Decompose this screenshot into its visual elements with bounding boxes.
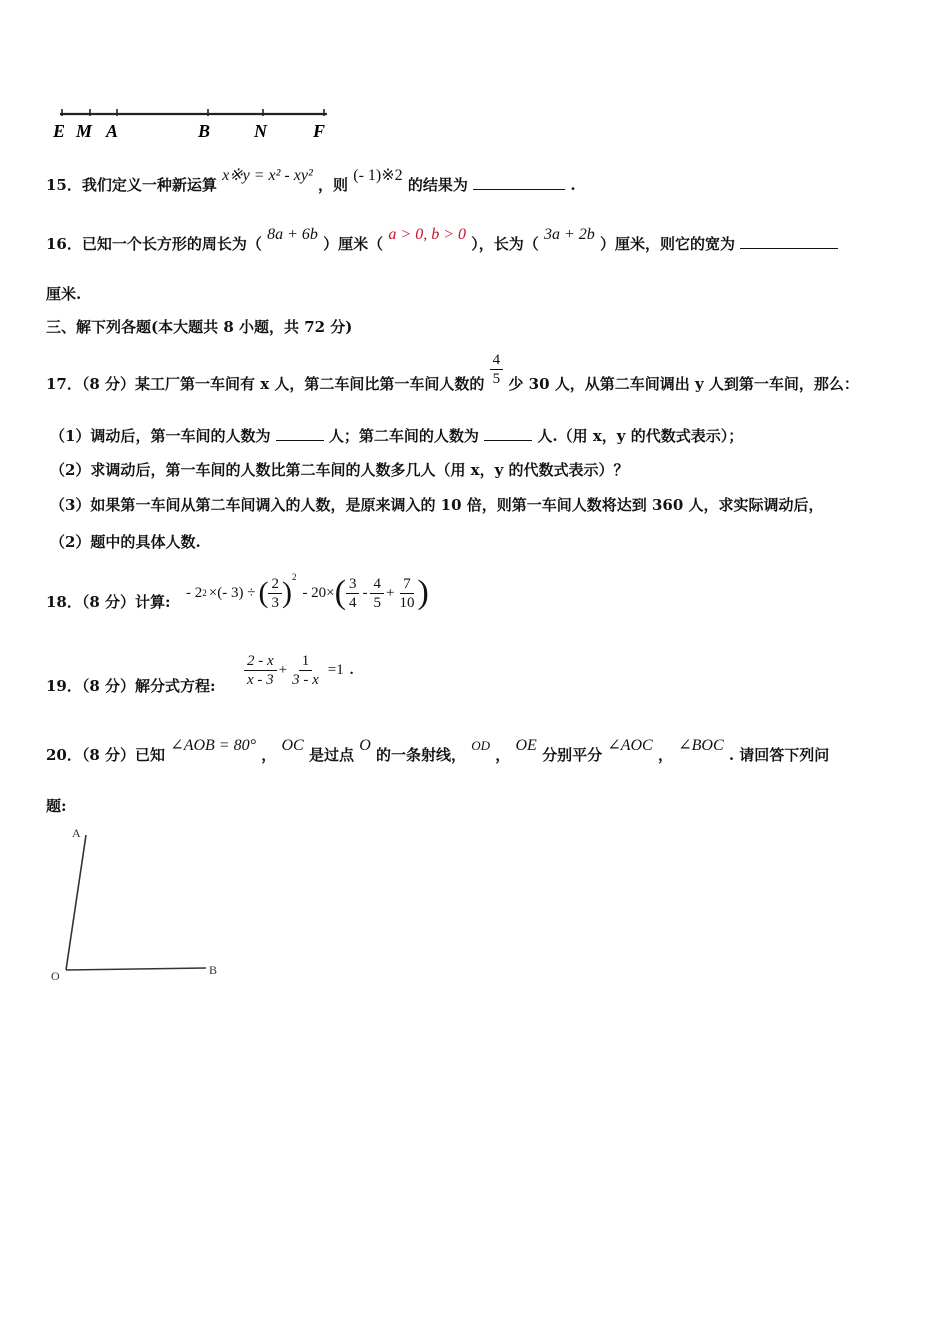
q17-part-1 [50,425,743,446]
q15-expression: (- 1)※2 [353,167,403,184]
q16-text-b: ）厘米（ [323,235,384,253]
fraction-numerator: 2 [268,575,282,594]
point-label-n: N [254,121,267,141]
right-paren: ) [281,576,292,609]
fraction-numerator: 4 [370,575,384,594]
q16-length: 3a + 2b [543,226,595,243]
q18-frac-1 [268,575,282,612]
q19-op-plus: + [278,661,288,678]
q17-p1-c: 人.（用 x，y 的代数式表示）； [537,427,744,445]
q20-boc: ∠BOC [678,737,724,754]
answer-blank[interactable] [740,234,838,249]
q17-part-3 [50,494,824,515]
fraction-denominator: 3 - x [292,671,319,688]
q18-exp-2: 2 [291,572,297,582]
q19-equation [244,648,354,692]
q15-text-c: 的结果为 [407,176,468,194]
q18-label: 18．（8 分）计算: [46,593,171,611]
q19-rhs: =1 [327,661,344,678]
q18-minus: - 20× [302,584,335,601]
left-paren: ( [258,576,269,609]
q20-sep-2: ， [495,746,511,764]
fraction-numerator: 7 [400,575,414,594]
answer-blank[interactable] [276,426,324,441]
right-paren: ) [417,574,429,611]
question-16-cont [46,283,81,304]
left-paren: ( [334,574,346,611]
q18-frac-4 [396,575,417,612]
q15-formula: x※y = x² - xy² [222,167,313,184]
ray-oa [66,835,86,970]
fraction-denominator: 4 [348,594,357,611]
q17-part-2 [50,459,629,480]
q15-text-d: . [570,176,576,194]
question-20 [46,737,830,765]
point-label-a: A [106,121,119,141]
fraction-numerator: 4 [490,351,504,370]
ray-ob [66,968,206,970]
q18-mul: ×(- 3) ÷ [208,584,256,601]
q18-op-minus: - [362,584,368,601]
fraction-denominator: 5 [492,371,501,387]
q18-expression [186,570,429,616]
q20-text-d: 分别平分 [542,746,603,764]
answer-blank[interactable] [484,426,532,441]
q19-end: . [349,661,354,678]
q17-p4: （2）题中的具体人数. [50,533,201,551]
q20-text-f: 题: [46,797,67,815]
q17-fraction [490,351,504,388]
q16-text-d: ）厘米，则它的宽为 [600,235,736,253]
fraction-denominator: x - 3 [247,671,274,688]
q20-angle: ∠AOB = 80° [170,737,256,754]
q20-text-a: 20．（8 分）已知 [46,746,166,764]
answer-blank[interactable] [473,175,565,190]
fraction-denominator: 3 [271,594,279,611]
fraction-denominator: 10 [399,594,415,611]
section-3-title: 三、解下列各题(本大题共 8 小题，共 72 分) [46,318,353,336]
q20-oe: OE [515,737,537,754]
question-18 [46,591,171,612]
label-b: B [209,963,218,977]
q19-label: 19．（8 分）解分式方程: [46,677,216,695]
q16-text-c: ），长为（ [471,235,539,253]
q18-frac-2 [346,575,360,612]
q17-p3: （3）如果第一车间从第二车间调入的人数，是原来调入的 10 倍，则第一车间人数将达到 360 人，求实际调动后， [50,496,824,514]
q18-op-plus: + [385,584,395,601]
label-o: O [51,969,60,983]
q20-aoc: ∠AOC [607,737,653,754]
q19-frac-2 [289,652,322,689]
point-label-e: E [53,121,66,141]
q16-text-e: 厘米. [46,285,82,303]
q17-text-a: 17．（8 分）某工厂第一车间有 x 人，第二车间比第一车间人数的 [46,374,485,393]
point-label-f: F [313,121,326,141]
number-line-figure [50,105,340,145]
point-label-m: M [76,121,93,141]
q17-p2: （2）求调动后，第一车间的人数比第二车间的人数多几人（用 x，y 的代数式表示）？ [50,461,629,479]
fraction-numerator: 3 [346,575,360,594]
q15-text-b: ，则 [318,176,349,194]
angle-figure [48,825,228,985]
q20-sep-1: ， [261,746,277,764]
q20-o: O [359,737,371,754]
question-16 [46,226,838,254]
q20-text-c: 的一条射线， [375,746,466,764]
section-title [46,316,352,337]
question-17 [46,345,859,393]
q16-condition: a > 0, b > 0 [388,226,466,243]
q20-text-b: 是过点 [308,746,354,764]
q20-text-e: . 请回答下列问 [728,746,830,764]
point-label-b: B [198,121,211,141]
question-15 [46,167,576,195]
label-a: A [72,826,81,840]
q18-exp: 2 [202,588,207,598]
fraction-numerator: 2 - x [244,652,277,671]
q15-text-a: 15．我们定义一种新运算 [46,176,217,194]
q20-oc: OC [281,737,304,754]
q18-lead: - 2 [186,584,203,601]
q18-frac-3 [370,575,384,612]
q20-sep-3: ， [657,746,673,764]
q17-text-b: 少 30 人，从第二车间调出 y 人到第一车间，那么： [508,374,859,393]
q17-p1-a: （1）调动后，第一车间的人数为 [50,427,271,445]
fraction-denominator: 5 [373,594,381,611]
q20-od: OD [471,738,491,753]
q17-p1-b: 人；第二车间的人数为 [328,427,479,445]
question-19 [46,675,216,696]
fraction-numerator: 1 [299,652,313,671]
q17-part-4 [50,531,201,552]
q16-text-a: 16．已知一个长方形的周长为（ [46,235,262,253]
q19-frac-1 [244,652,277,689]
q16-perimeter: 8a + 6b [267,226,318,243]
question-20-cont [46,795,67,816]
